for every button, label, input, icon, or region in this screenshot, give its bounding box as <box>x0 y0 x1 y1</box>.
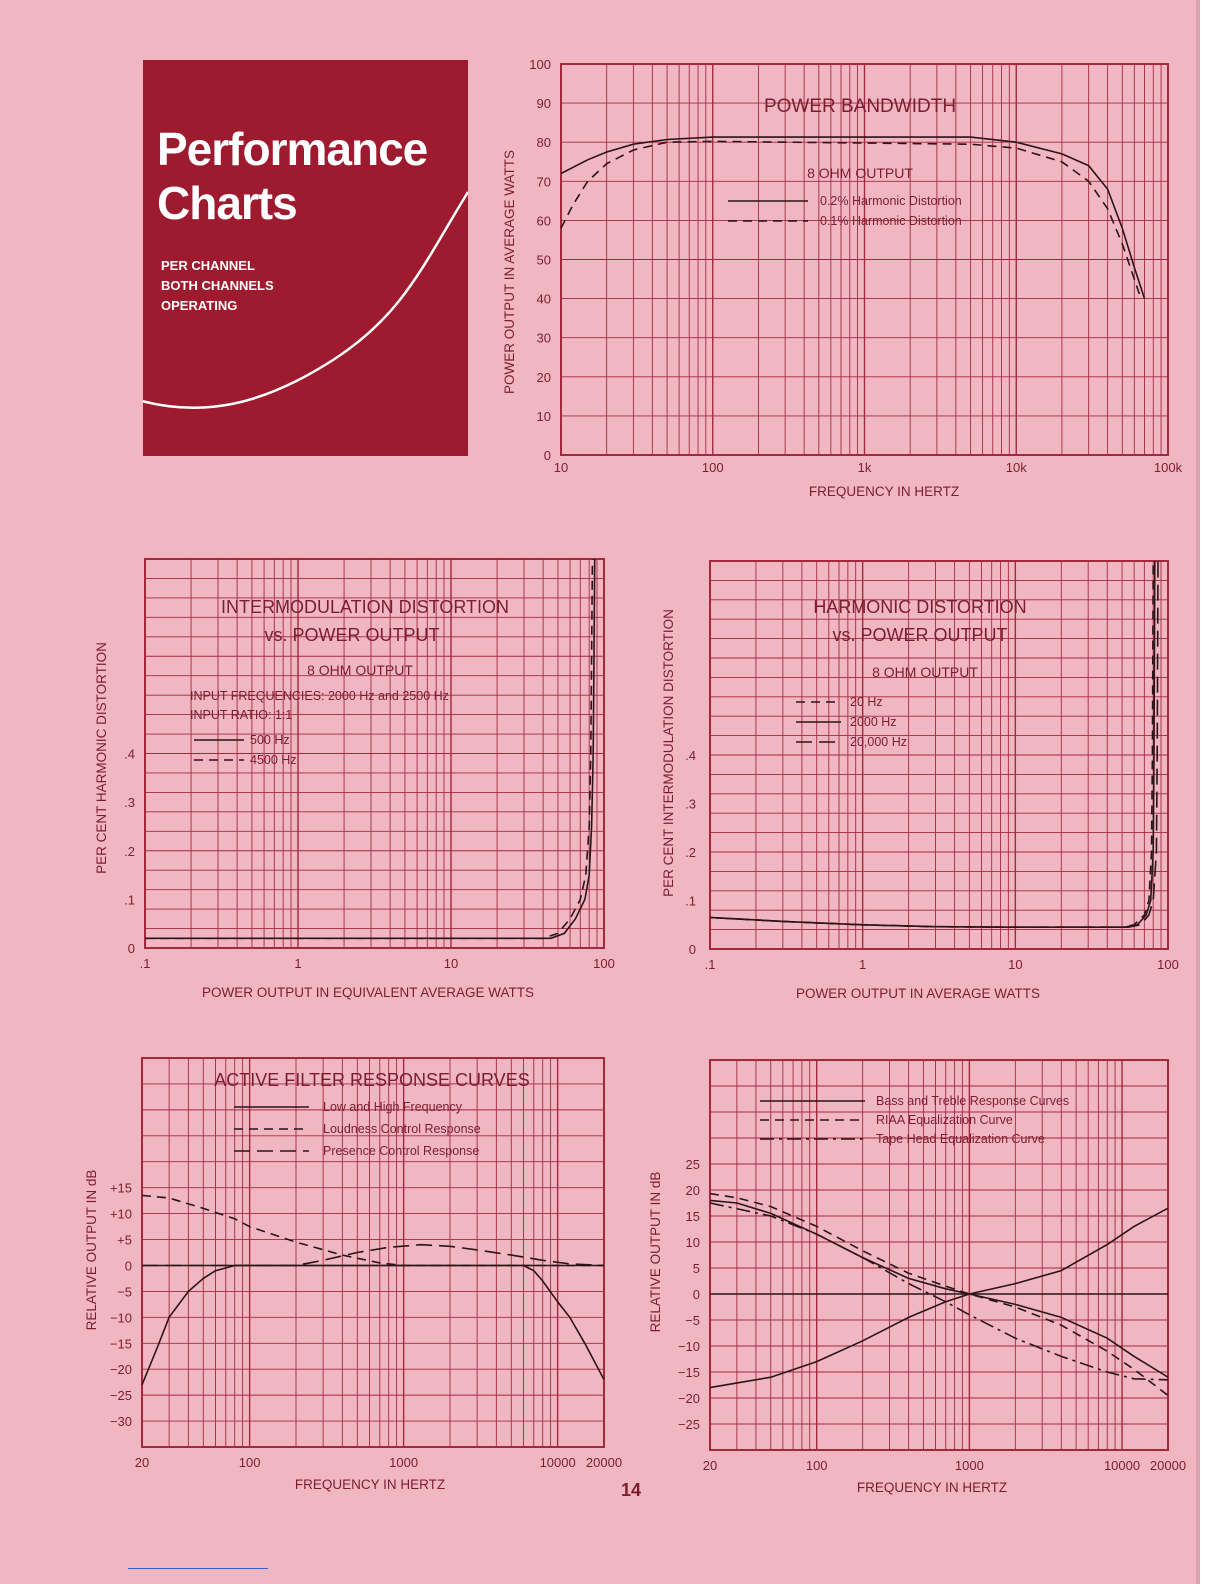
legend-label: 0.2% Harmonic Distortion <box>820 194 962 208</box>
y-axis-label: RELATIVE OUTPUT IN dB <box>84 1169 99 1331</box>
y-tick-label: .3 <box>124 795 135 811</box>
y-tick-label: .4 <box>685 748 696 763</box>
x-tick-label: 10000 <box>1103 1458 1141 1473</box>
y-tick-label: 20 <box>536 369 551 385</box>
subtitle-line: PER CHANNEL <box>161 258 255 273</box>
y-tick-label: 40 <box>536 291 551 307</box>
legend-label: 0.1% Harmonic Distortion <box>820 214 962 228</box>
y-tick-label: −15 <box>109 1336 132 1352</box>
y-tick-label: −5 <box>685 1313 700 1328</box>
x-tick-label: 10 <box>1008 957 1023 972</box>
y-tick-label: 10 <box>685 1235 700 1250</box>
y-tick-label: 0 <box>127 941 135 956</box>
y-axis-label: POWER OUTPUT IN AVERAGE WATTS <box>502 149 517 395</box>
series-line-0 <box>142 1266 604 1385</box>
x-axis-label: POWER OUTPUT IN AVERAGE WATTS <box>795 986 1041 1001</box>
page-number: 14 <box>621 1480 642 1500</box>
y-tick-label: 10 <box>536 408 551 424</box>
y-tick-label: 20 <box>685 1183 700 1198</box>
y-axis-label: PER CENT HARMONIC DISTORTION <box>94 642 109 874</box>
x-tick-label: 100 <box>593 956 615 971</box>
x-tick-label: 1 <box>859 957 867 972</box>
x-tick-label: 20 <box>134 1455 150 1470</box>
y-tick-label: .1 <box>124 892 135 908</box>
chart-harmonic-distortion <box>661 561 1179 1001</box>
subtitle-line: BOTH CHANNELS <box>161 278 274 293</box>
page-edge <box>1200 0 1224 1584</box>
legend-label: 2000 Hz <box>850 715 897 729</box>
y-tick-label: −25 <box>109 1388 132 1404</box>
scan-artifact-line <box>128 1568 268 1569</box>
legend-label: 500 Hz <box>250 733 290 747</box>
y-tick-label: +15 <box>109 1180 132 1196</box>
y-tick-label: .2 <box>124 843 135 859</box>
y-axis-label: PER CENT INTERMODULATION DISTORTION <box>661 609 676 897</box>
y-tick-label: −15 <box>677 1365 700 1380</box>
y-tick-label: 25 <box>685 1157 700 1172</box>
y-tick-label: −10 <box>677 1339 700 1354</box>
y-tick-label: 0 <box>543 448 551 463</box>
legend-label: Bass and Treble Response Curves <box>876 1094 1070 1108</box>
series-line-0 <box>710 1200 1168 1377</box>
x-axis-label: POWER OUTPUT IN EQUIVALENT AVERAGE WATTS <box>201 985 535 1000</box>
x-tick-label: 100 <box>238 1455 261 1470</box>
x-tick-label: 100 <box>701 460 724 475</box>
chart-note: INPUT FREQUENCIES: 2000 Hz and 2500 Hz <box>190 689 449 703</box>
x-axis-label: FREQUENCY IN HERTZ <box>856 1480 1008 1495</box>
y-tick-label: 80 <box>536 135 551 151</box>
chart-title: vs. POWER OUTPUT <box>264 625 440 645</box>
y-tick-label: −20 <box>109 1362 132 1378</box>
subtitle-line: OPERATING <box>161 298 238 313</box>
chart-power-bandwidth <box>502 57 1183 499</box>
chart-title: POWER BANDWIDTH <box>763 96 957 117</box>
legend-label: RIAA Equalization Curve <box>876 1113 1013 1127</box>
y-tick-label: 50 <box>536 252 551 268</box>
legend-label: 20 Hz <box>850 695 883 709</box>
plot-frame <box>142 1058 604 1447</box>
legend-label: Low and High Frequency <box>323 1100 462 1114</box>
x-tick-label: 100k <box>1153 460 1183 475</box>
legend-label: 20,000 Hz <box>850 735 907 749</box>
chart-title: INTERMODULATION DISTORTION <box>220 597 510 617</box>
y-tick-label: 70 <box>536 174 551 190</box>
x-tick-label: 100 <box>805 1458 828 1473</box>
x-tick-label: 10 <box>553 460 569 475</box>
page-title: Performance Charts <box>157 123 428 229</box>
x-tick-label: 1 <box>294 956 302 971</box>
x-axis-label: FREQUENCY IN HERTZ <box>808 484 960 499</box>
chart-subtitle: 8 OHM OUTPUT <box>807 165 913 181</box>
y-tick-label: 0 <box>692 1287 700 1302</box>
y-tick-label: .4 <box>124 746 135 762</box>
legend-label: Presence Control Response <box>323 1144 480 1158</box>
y-tick-label: 0 <box>688 942 696 957</box>
chart-im-distortion <box>94 559 615 1000</box>
y-tick-label: −5 <box>117 1284 132 1300</box>
chart-title: ACTIVE FILTER RESPONSE CURVES <box>214 1070 530 1090</box>
y-tick-label: 5 <box>692 1261 700 1276</box>
y-tick-label: 100 <box>529 57 551 72</box>
y-tick-label: .2 <box>685 845 696 860</box>
legend-label: Loudness Control Response <box>323 1122 481 1136</box>
x-tick-label: .1 <box>139 956 151 971</box>
chart-title: vs. POWER OUTPUT <box>832 625 1008 645</box>
x-tick-label: .1 <box>704 957 716 972</box>
y-tick-label: .1 <box>685 893 696 909</box>
chart-subtitle: 8 OHM OUTPUT <box>872 664 978 680</box>
y-tick-label: +5 <box>117 1232 132 1248</box>
chart-active-filter <box>84 1058 622 1492</box>
y-tick-label: 60 <box>536 213 551 229</box>
y-tick-label: .3 <box>685 796 696 812</box>
chart-equalization <box>648 1060 1186 1495</box>
y-tick-label: 90 <box>536 96 551 112</box>
x-axis-label: FREQUENCY IN HERTZ <box>294 1477 446 1492</box>
legend-label: 4500 Hz <box>250 753 297 767</box>
y-tick-label: −30 <box>109 1414 132 1430</box>
chart-title: HARMONIC DISTORTION <box>813 597 1027 617</box>
chart-note: INPUT RATIO: 1:1 <box>190 708 293 722</box>
x-tick-label: 10000 <box>539 1455 576 1470</box>
y-tick-label: 15 <box>685 1209 700 1224</box>
y-axis-label: RELATIVE OUTPUT IN dB <box>648 1171 663 1333</box>
x-tick-label: 10k <box>1005 460 1027 475</box>
x-tick-label: 20000 <box>1149 1458 1187 1473</box>
x-tick-label: 1k <box>857 460 872 475</box>
series-line-1 <box>142 1195 604 1265</box>
chart-subtitle: 8 OHM OUTPUT <box>307 662 413 678</box>
y-tick-label: −25 <box>677 1417 700 1432</box>
x-tick-label: 10 <box>443 956 459 971</box>
x-tick-label: 20000 <box>585 1455 623 1470</box>
y-tick-label: −20 <box>677 1391 700 1406</box>
y-tick-label: −10 <box>109 1310 132 1326</box>
legend-label: Tape Head Equalization Curve <box>876 1132 1045 1146</box>
series-line-2 <box>142 1245 604 1266</box>
y-tick-label: 30 <box>536 330 551 346</box>
series-line-3 <box>710 1203 1168 1380</box>
y-tick-label: +10 <box>109 1206 132 1222</box>
x-tick-label: 100 <box>1157 957 1179 972</box>
x-tick-label: 1000 <box>954 1458 984 1473</box>
y-tick-label: 0 <box>124 1258 132 1274</box>
x-tick-label: 1000 <box>389 1455 419 1470</box>
x-tick-label: 20 <box>702 1458 718 1473</box>
